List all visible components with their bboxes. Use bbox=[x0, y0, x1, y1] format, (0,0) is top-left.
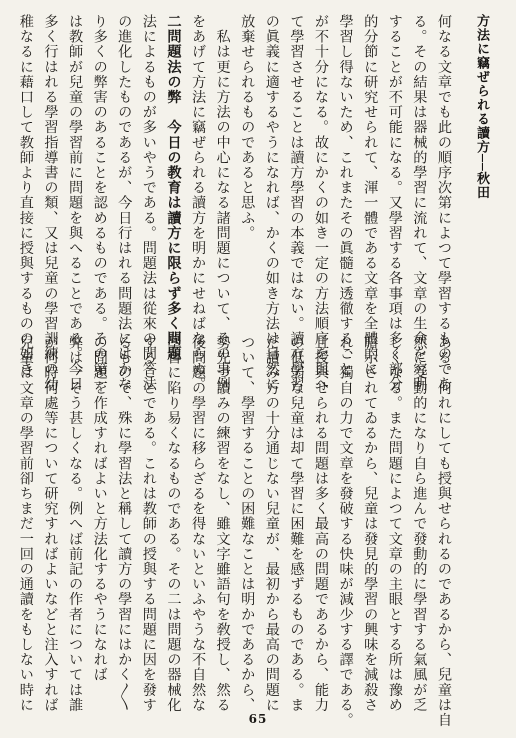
text-line: が不十分になる。故にかくの如き一定の方法順序を與へ bbox=[313, 14, 330, 392]
text-line: 且授與せられる問題は多く最高の問題であるから、能力 bbox=[313, 335, 330, 713]
text-line: 稚なるに藉口して教師より直接に授與するものの如き bbox=[17, 14, 34, 377]
text-line: 二問題法の弊 今日の教育は讀方に限らず多く問題 bbox=[165, 14, 182, 362]
text-line: 暗示されてゐるから、兒童は發見的學習の興味を減殺さ bbox=[362, 335, 379, 713]
text-line: することである。これは教師の授與する問題に因を發す bbox=[140, 335, 157, 713]
page-number: 65 bbox=[248, 712, 268, 726]
text-line: の低弱な兒童は却て學習に困難を感ずるものである。ま bbox=[288, 335, 305, 713]
text-line: て學習させることは讀方學習の本義ではない。讀方學習 bbox=[288, 14, 305, 392]
text-line: ある。何れにしても授與せられるのであるから、兒童は自 bbox=[436, 335, 452, 728]
text-line: るもので、殊に學習法と稱して讀方の學習にはかく〳〵 bbox=[116, 335, 133, 712]
text-line: ついて、學習することの困難なことは明かであるから、 bbox=[239, 335, 256, 713]
text-line: れ、獨自の力で文章を發破する快味が減少する譯である。 bbox=[337, 335, 354, 728]
text-line: の問題を作成すればよいと方法化するやうになれば bbox=[91, 335, 108, 683]
text-line: 法によるものが多いやうである。問題法は從來の問答法 bbox=[140, 14, 157, 392]
text-line: 何なる文章でも此の順序次第によつて學習するものであ bbox=[436, 14, 452, 392]
text-line: る。その結果は器械的學習に流れて、文章の生命を究明 bbox=[411, 14, 428, 392]
text-line: 的分節に研究せられて、渾一體である文章を全體的に bbox=[362, 14, 379, 377]
text-line: の進化したものであるが、今日行はれる問題法にはかな bbox=[116, 14, 133, 392]
text-line: り多くの弊害のあることを認めるものである。その第一 bbox=[91, 14, 108, 392]
text-line: 學習し得ないため、これまたその眞髓に透徹すること bbox=[337, 14, 354, 377]
text-line: 多く行はれる學習指導書の類、又は兒童の學習訓練の幼 bbox=[42, 14, 59, 392]
text-line: 弊は一そう甚しくなる。例へば前記の作者については誰 bbox=[67, 335, 84, 713]
text-line: だ讀み方の十分通じない兒童が、最初から最高の問題に bbox=[263, 335, 280, 713]
text-line: 放棄せられるものであると思ふ。 bbox=[239, 14, 256, 241]
text-line: 兒童は文章の學習前卻ちまだ一回の通讀をもしない時に bbox=[17, 335, 34, 713]
text-line: 私は更に方法の中心になる諸問題について、その事例 bbox=[214, 14, 231, 392]
text-line: 學習に陷り易くなるものである。その二は問題の器械化 bbox=[165, 335, 182, 713]
text-line: 勢先づ讀みの練習をなし、雖文字雖語句を敎授し、然る bbox=[214, 335, 231, 713]
running-head: 方法に竊ぜられる讀方──秋田 bbox=[474, 14, 489, 200]
text-line: することが不可能になる。又學習する各事項は多く部分 bbox=[386, 14, 403, 392]
text-line: が何時何處等について研究すればよいなどと注入すれば bbox=[42, 335, 59, 713]
text-line: 後問題の學習に移らざるを得ないといふやうな不自然な bbox=[190, 335, 207, 713]
text-line: しくなる。また問題によつて文章の主眼とする所は豫め bbox=[386, 335, 403, 713]
text-line: は教師が兒童の學習前に問題を與へることである。今日 bbox=[67, 14, 84, 392]
text-line: をあげて方法に竊ぜられる讀方を明かにせねばならぬ。 bbox=[190, 14, 207, 392]
text-line: の眞義に適するやうになれば、かくの如き方法は自然に bbox=[263, 14, 280, 392]
upper-text-block bbox=[17, 14, 456, 392]
text-line: 然に受動的になり自ら進んで發動的に學習する氣風が乏 bbox=[411, 335, 428, 713]
